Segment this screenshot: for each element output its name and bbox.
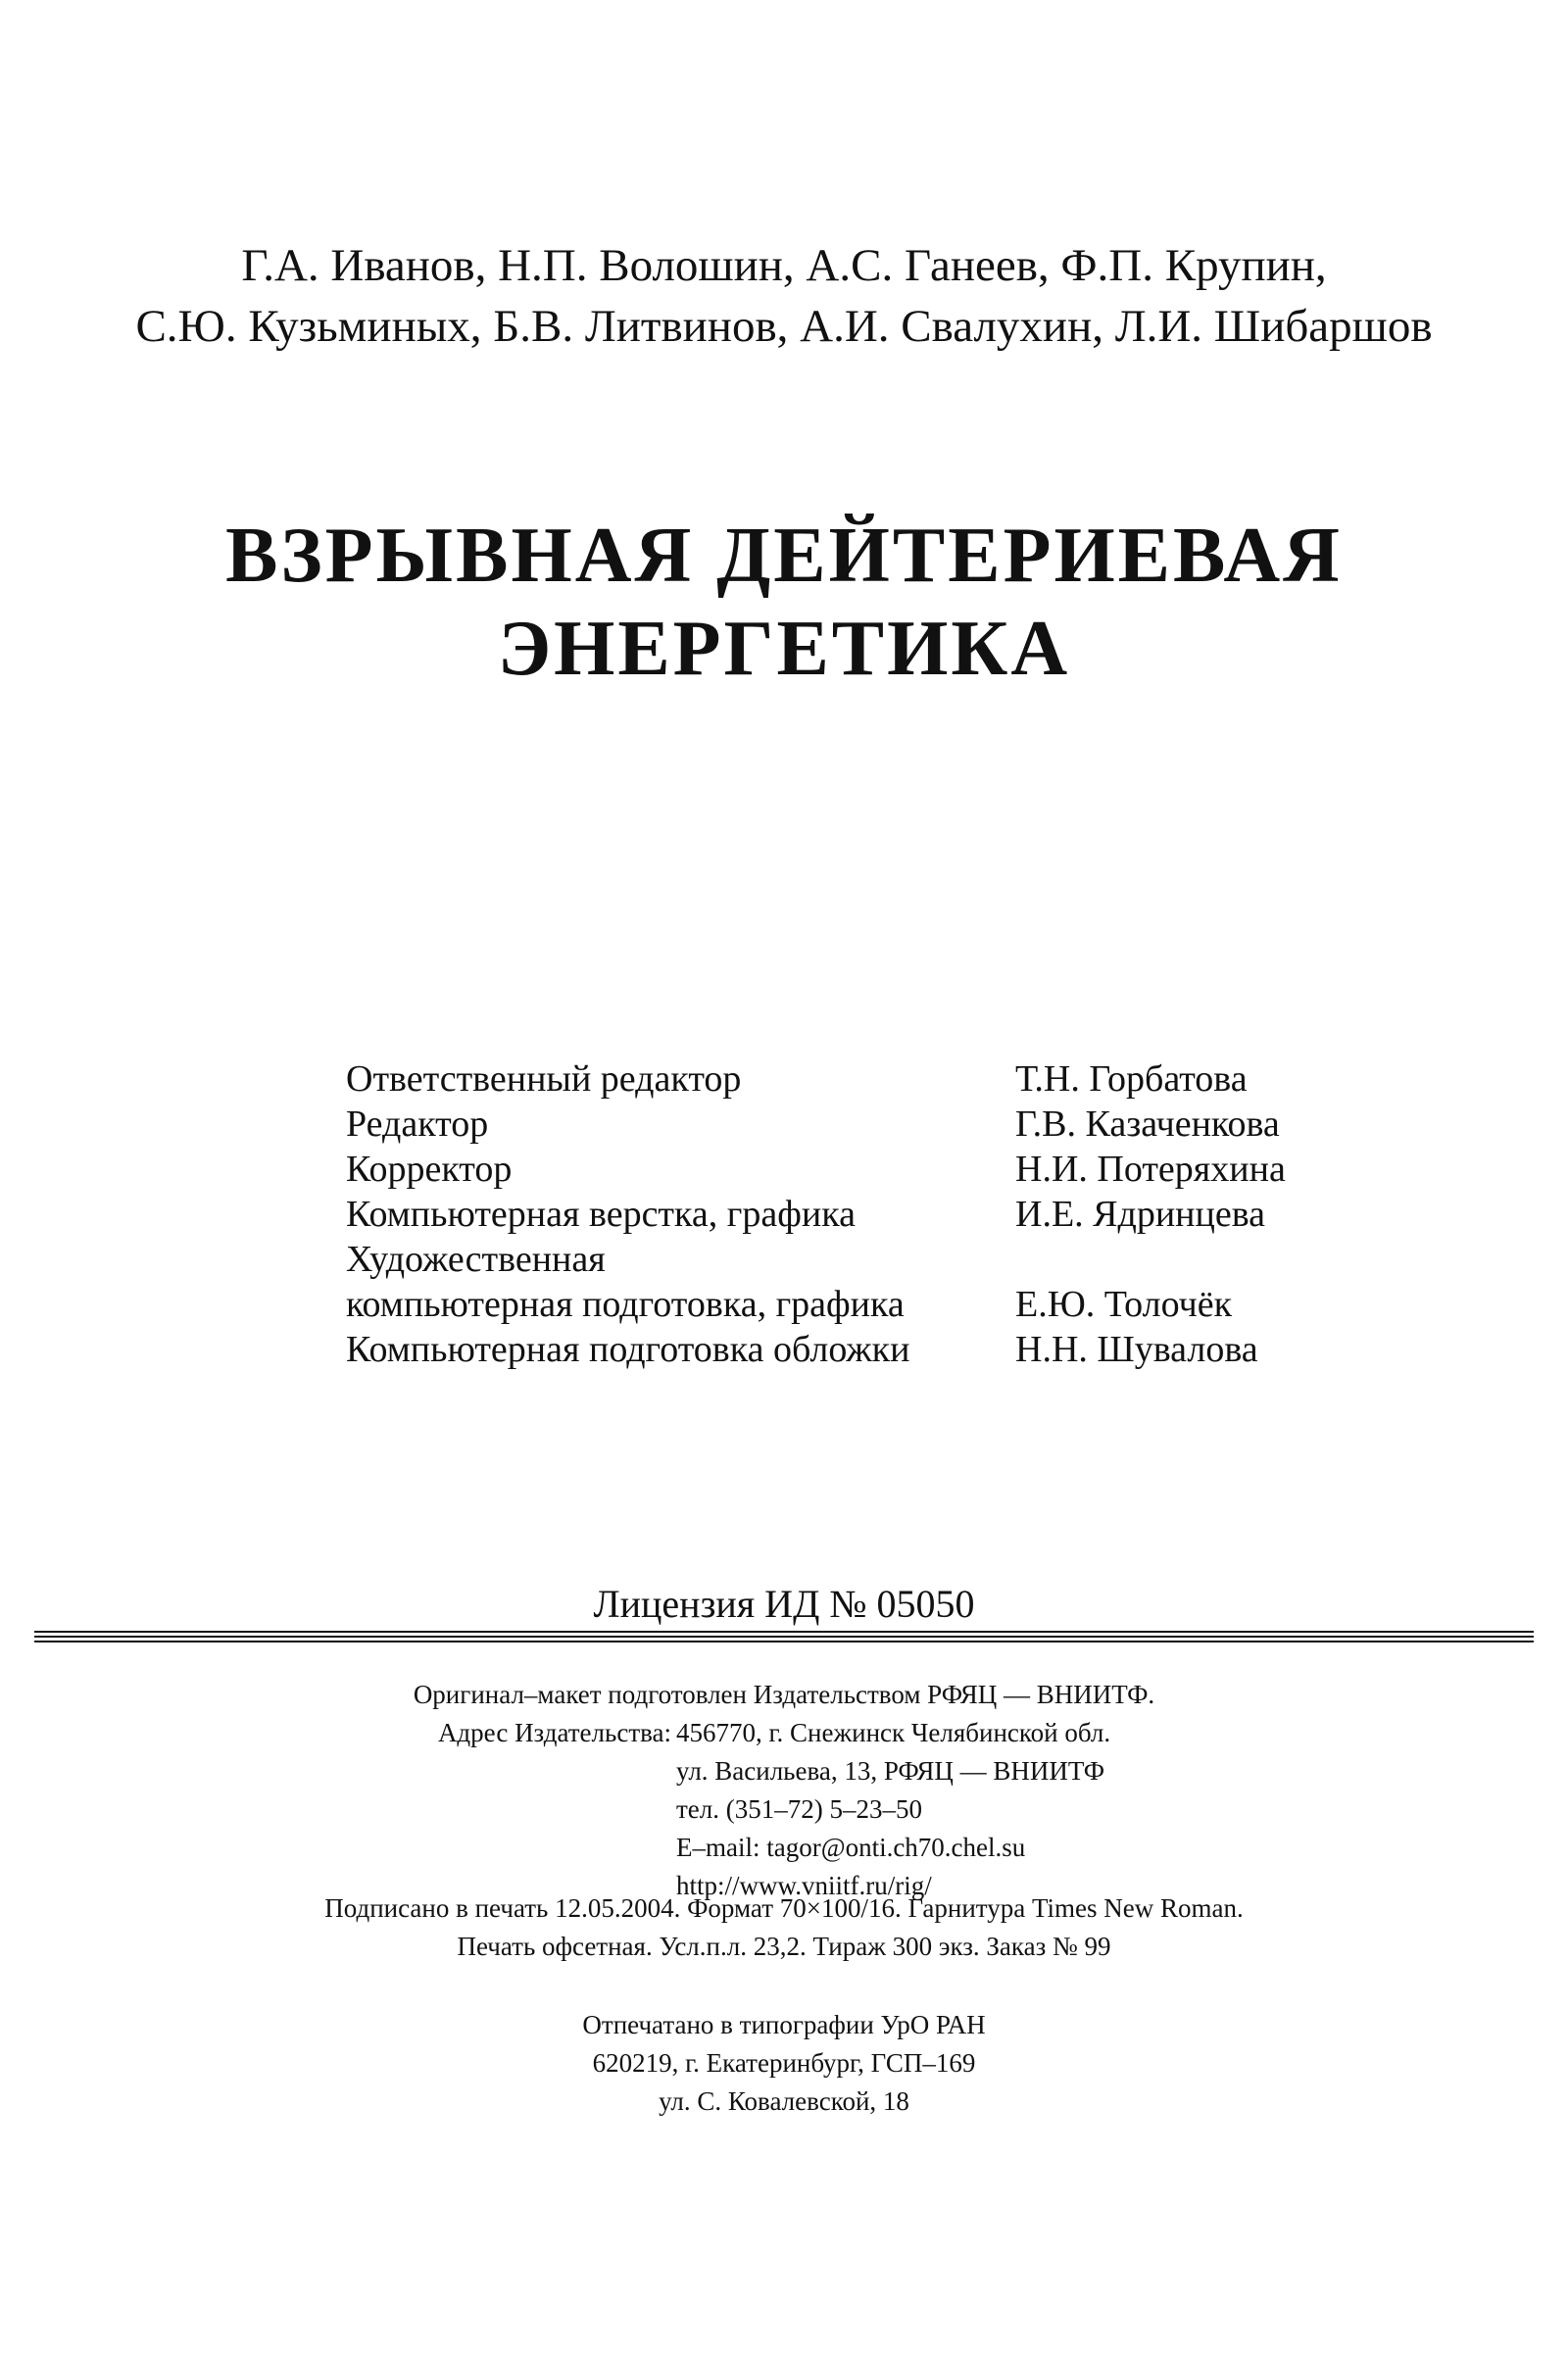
print-info-block — [0, 1889, 1568, 1966]
credit-role: Художественная — [346, 1239, 606, 1280]
printer-line: ул. С. Ковалевской, 18 — [659, 2086, 909, 2116]
publisher-block — [0, 1676, 1568, 1905]
address-label: Адрес Издательства: — [437, 1718, 671, 1747]
address-row — [0, 1714, 1568, 1752]
printer-line: 620219, г. Екатеринбург, ГСП–169 — [592, 2048, 976, 2078]
divider-rule — [34, 1636, 1534, 1638]
credit-name: Е.Ю. Толочёк — [1015, 1284, 1233, 1325]
credit-name: Н.Н. Шувалова — [1015, 1329, 1258, 1370]
authors-line: Г.А. Иванов, Н.П. Волошин, А.С. Ганеев, Ф.П. Крупин, — [241, 240, 1327, 291]
print-info-line: Подписано в печать 12.05.2004. Формат 70×100/16. Гарнитура Times New Roman. — [324, 1893, 1244, 1923]
address-row — [0, 1829, 1568, 1867]
license-number — [0, 1580, 1568, 1629]
publisher-line: Оригинал–макет подготовлен Издательством РФЯЦ — ВНИИТФ. — [413, 1680, 1155, 1709]
print-info-line: Печать офсетная. Усл.п.л. 23,2. Тираж 300 экз. Заказ № 99 — [457, 1932, 1111, 1961]
address-row — [0, 1790, 1568, 1829]
book-title — [0, 510, 1568, 696]
credit-name: И.Е. Ядринцева — [1015, 1194, 1266, 1235]
credit-row — [346, 1192, 1346, 1237]
printer-line: Отпечатано в типографии УрО РАН — [582, 2010, 986, 2039]
credit-role: Корректор — [346, 1149, 513, 1190]
address-row — [0, 1752, 1568, 1790]
license-text: Лицензия ИД № 05050 — [593, 1582, 975, 1626]
authors-line: С.Ю. Кузьминых, Б.В. Литвинов, А.И. Свалухин, Л.И. Шибаршов — [135, 301, 1433, 352]
credit-row — [346, 1102, 1346, 1147]
credit-name: Г.В. Казаченкова — [1015, 1103, 1280, 1145]
credit-row — [346, 1237, 1346, 1282]
book-title-line: ЭНЕРГЕТИКА — [497, 606, 1071, 692]
authors-block — [0, 235, 1568, 357]
credit-role: Компьютерная подготовка обложки — [346, 1329, 910, 1370]
website-line: http://www.vniitf.ru/rig/ — [676, 1871, 932, 1900]
divider-rule — [34, 1631, 1534, 1633]
credit-name: Т.Н. Горбатова — [1015, 1058, 1248, 1100]
credit-row — [346, 1327, 1346, 1372]
credit-role: Компьютерная верстка, графика — [346, 1194, 856, 1235]
phone-line: тел. (351–72) 5–23–50 — [676, 1794, 922, 1824]
credit-role: Ответственный редактор — [346, 1058, 742, 1100]
credit-role: компьютерная подготовка, графика — [346, 1284, 905, 1325]
credit-row — [346, 1147, 1346, 1192]
divider-rule — [34, 1641, 1534, 1642]
email-line: E–mail: tagor@onti.ch70.chel.su — [676, 1833, 1026, 1862]
book-title-line: ВЗРЫВНАЯ ДЕЙТЕРИЕВАЯ — [225, 513, 1343, 599]
credit-name: Н.И. Потеряхина — [1015, 1149, 1286, 1190]
address-line: 456770, г. Снежинск Челябинской обл. — [676, 1718, 1111, 1747]
credit-row — [346, 1056, 1346, 1102]
credit-role: Редактор — [346, 1103, 489, 1145]
printer-block — [0, 2006, 1568, 2121]
address-line: ул. Васильева, 13, РФЯЦ — ВНИИТФ — [676, 1756, 1105, 1786]
credit-row — [346, 1282, 1346, 1327]
credits-list — [346, 1056, 1346, 1372]
